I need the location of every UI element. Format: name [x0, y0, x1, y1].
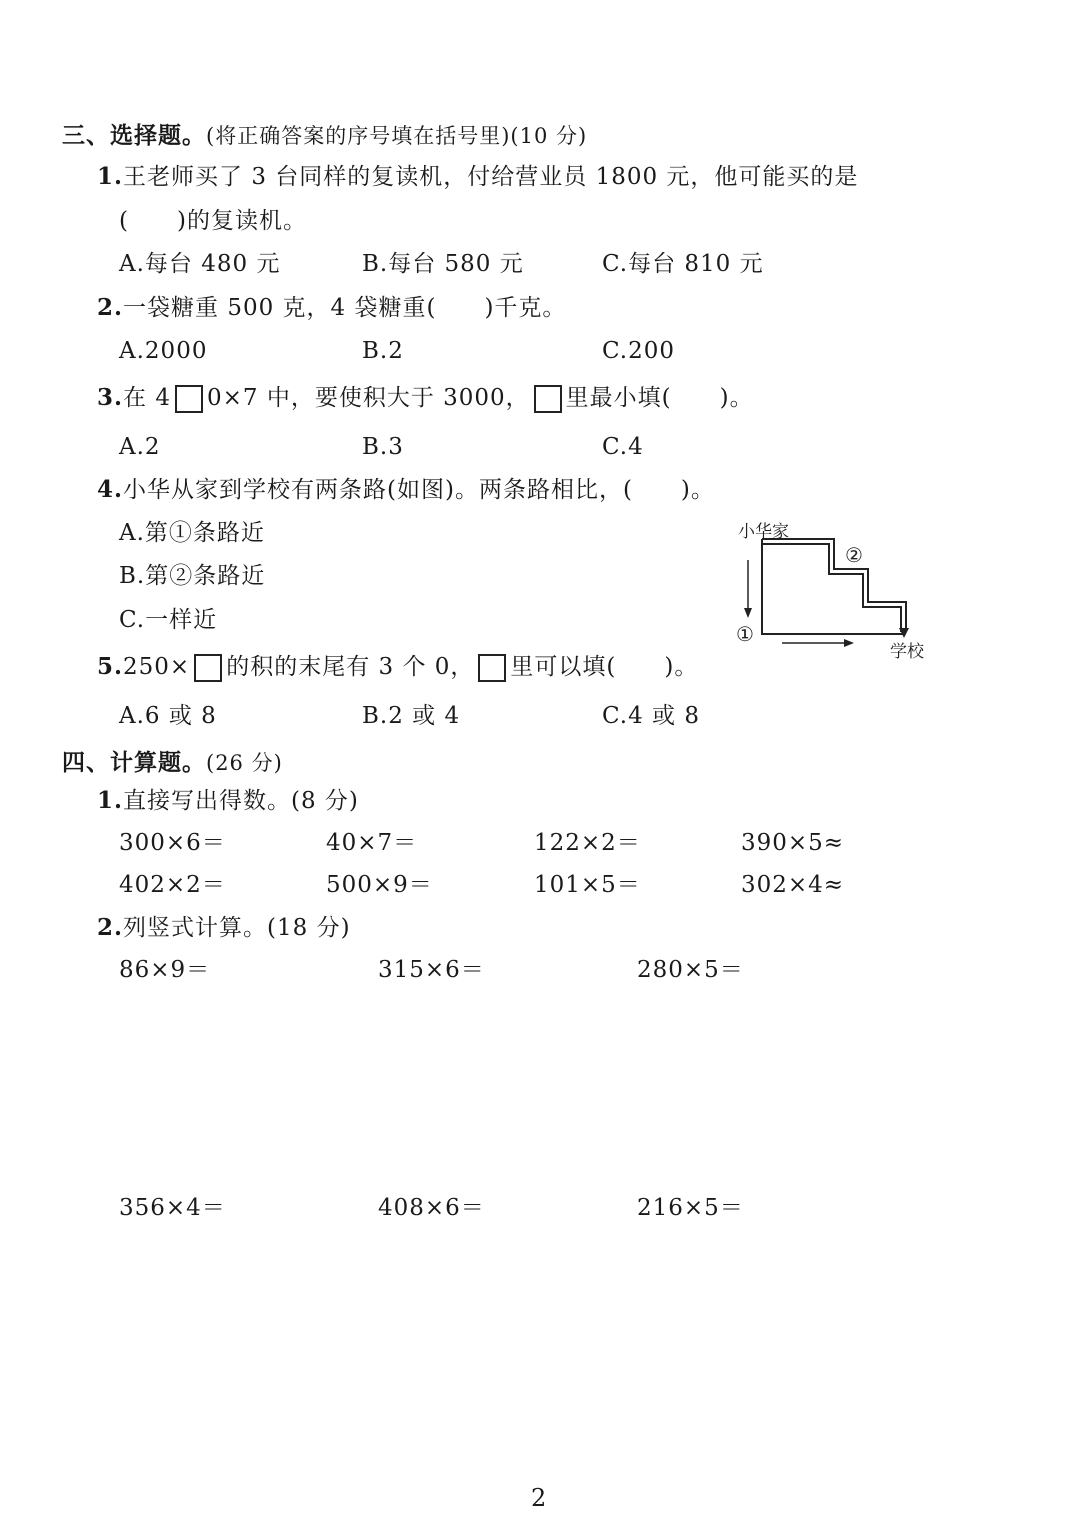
oral-calc-item: 302×4≈: [741, 872, 845, 898]
blank-box[interactable]: [478, 654, 506, 682]
question-3: [97, 383, 754, 413]
question-3-text-b: 0×7 中，要使积大于 3000，: [206, 385, 530, 411]
oral-calc-item: 402×2＝: [119, 872, 226, 898]
question-2-number: 2.: [97, 294, 124, 321]
section3-note: (将正确答案的序号填在括号里)(10 分): [206, 124, 588, 148]
oral-calc-item: 500×9＝: [326, 872, 433, 898]
question-4-option-a: A.第①条路近: [119, 520, 265, 546]
question-5-option-c: C.4 或 8: [602, 703, 700, 729]
oral-calc-item: 122×2＝: [534, 830, 641, 856]
school-label: 学校: [890, 642, 924, 662]
question-1-number: 1.: [97, 163, 124, 190]
vertical-calc-item: 408×6＝: [378, 1195, 485, 1221]
part-1-number: 1.: [97, 787, 124, 814]
blank-box[interactable]: [534, 385, 562, 413]
oral-calc-item: 390×5≈: [741, 830, 845, 856]
question-5-text-b: 的积的末尾有 3 个 0，: [226, 654, 475, 680]
part-2-number: 2.: [97, 914, 124, 941]
question-1-option-b: B.每台 580 元: [362, 251, 524, 277]
question-5-text-c: 里可以填( )。: [510, 654, 699, 680]
section3-title: [62, 117, 587, 150]
question-1-line2: ( )的复读机。: [119, 208, 307, 234]
question-3-text-c: 里最小填( )。: [565, 385, 754, 411]
question-2-option-c: C.200: [602, 338, 675, 364]
question-5-number: 5.: [97, 653, 124, 680]
question-2-option-b: B.2: [362, 338, 404, 364]
question-1-text: 王老师买了 3 台同样的复读机，付给营业员 1800 元，他可能买的是: [123, 164, 859, 190]
question-2-option-a: A.2000: [119, 338, 208, 364]
question-4-text: 小华从家到学校有两条路(如图)。两条路相比，( )。: [123, 477, 715, 503]
part-1-text: 直接写出得数。(8 分): [123, 788, 359, 814]
route-diagram: [730, 512, 940, 667]
question-5-option-b: B.2 或 4: [362, 703, 461, 729]
question-1-option-a: A.每台 480 元: [119, 251, 281, 277]
question-3-option-a: A.2: [119, 434, 161, 460]
question-4: [97, 475, 715, 505]
question-2: [97, 293, 566, 323]
question-5: [97, 652, 698, 682]
question-3-option-b: B.3: [362, 434, 404, 460]
oral-calc-item: 101×5＝: [534, 872, 641, 898]
section3-title-text: 三、选择题。: [62, 122, 206, 149]
vertical-calc-item: 86×9＝: [119, 957, 211, 983]
page-number: 2: [531, 1484, 547, 1512]
vertical-calc-item: 216×5＝: [637, 1195, 744, 1221]
vertical-calc-item: 356×4＝: [119, 1195, 226, 1221]
vertical-calc-item: 280×5＝: [637, 957, 744, 983]
question-4-option-c: C.一样近: [119, 607, 218, 633]
question-4-number: 4.: [97, 476, 124, 503]
section4-title-text: 四、计算题。: [62, 749, 206, 776]
question-4-option-b: B.第②条路近: [119, 563, 266, 589]
part-2-text: 列竖式计算。(18 分): [123, 915, 351, 941]
question-1: [97, 162, 858, 192]
arrow-right-icon: [844, 639, 854, 647]
section4-note: (26 分): [206, 751, 283, 775]
oral-calc-item: 300×6＝: [119, 830, 226, 856]
part-2-title: [97, 913, 351, 943]
route-2-label: ②: [845, 543, 863, 567]
question-2-text: 一袋糖重 500 克，4 袋糖重( )千克。: [123, 295, 567, 321]
part-1-title: [97, 786, 359, 816]
question-3-number: 3.: [97, 384, 124, 411]
section4-title: [62, 744, 283, 777]
question-5-text-a: 250×: [123, 654, 191, 680]
home-label: 小华家: [738, 522, 789, 542]
route-2-path-outer: [762, 539, 906, 632]
vertical-calc-item: 315×6＝: [378, 957, 485, 983]
blank-box[interactable]: [194, 654, 222, 682]
oral-calc-item: 40×7＝: [326, 830, 418, 856]
blank-box[interactable]: [175, 385, 203, 413]
question-5-option-a: A.6 或 8: [119, 703, 217, 729]
arrow-down-icon: [744, 608, 752, 618]
question-1-option-c: C.每台 810 元: [602, 251, 764, 277]
route-2-path-inner: [762, 544, 901, 632]
question-3-text-a: 在 4: [123, 385, 171, 411]
route-1-label: ①: [736, 622, 754, 646]
question-3-option-c: C.4: [602, 434, 644, 460]
